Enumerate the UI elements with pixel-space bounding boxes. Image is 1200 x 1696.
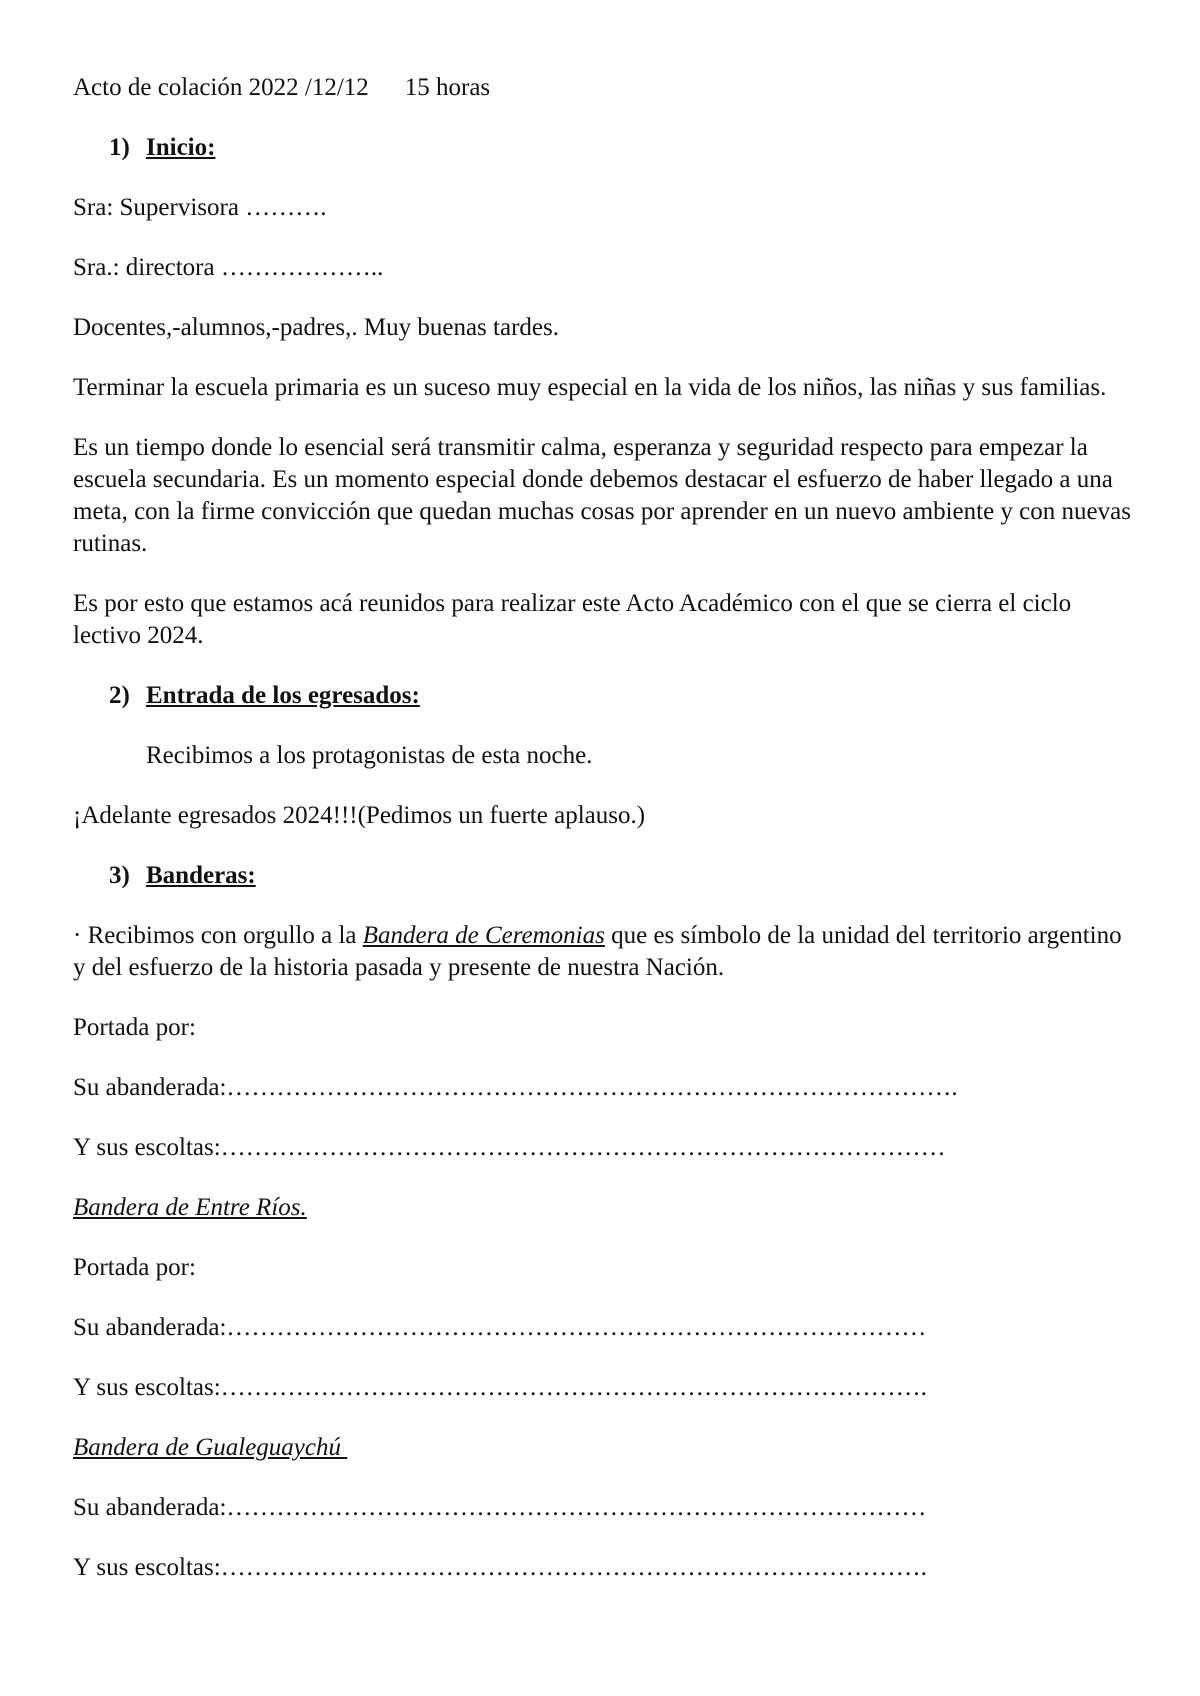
ceremonias-pre: · Recibimos con orgullo a la bbox=[73, 922, 363, 949]
document-page bbox=[73, 72, 1133, 1584]
escoltas-line: Y sus escoltas:…………………………………………………………………………. bbox=[73, 1374, 927, 1401]
directora-line: Sra.: directora ……………….. bbox=[73, 254, 384, 281]
header-line bbox=[73, 72, 1133, 104]
section-number: 2) bbox=[109, 682, 130, 709]
section-label: Entrada de los egresados: bbox=[146, 682, 420, 709]
portada-line: Portada por: bbox=[73, 1254, 196, 1281]
portada-line: Portada por: bbox=[73, 1014, 196, 1041]
flag-gualeguaychu-label: Bandera de Gualeguaychú bbox=[73, 1434, 348, 1461]
section-heading-entrada bbox=[73, 680, 1133, 712]
abanderada-line: Su abanderada:………………………………………………………………………… bbox=[73, 1494, 927, 1521]
flag-entre-rios bbox=[73, 1192, 1133, 1224]
event-time: 15 horas bbox=[404, 74, 491, 101]
ceremonias-post: que es símbolo de la unidad del territorio argentino y del esfuerzo de la historia pasada y presente de nuestra Nación. bbox=[73, 922, 1122, 981]
paragraph-intro: Terminar la escuela primaria es un suceso muy especial en la vida de los niños, las niñas y sus familias. bbox=[73, 374, 1107, 401]
paragraph-closing: Es por esto que estamos acá reunidos para realizar este Acto Académico con el que se cierra el ciclo lectivo 2024. bbox=[73, 590, 1072, 649]
section-label: Banderas: bbox=[146, 862, 256, 889]
flag-gualeguaychu bbox=[73, 1432, 1133, 1464]
ceremonias-paragraph bbox=[73, 920, 1133, 984]
flag-ceremonias: Bandera de Ceremonias bbox=[362, 922, 605, 949]
entrada-line: Recibimos a los protagonistas de esta noche. bbox=[146, 742, 593, 769]
abanderada-line: Su abanderada:………………………………………………………………………… bbox=[73, 1314, 927, 1341]
supervisora-line: Sra: Supervisora ………. bbox=[73, 194, 327, 221]
adelante-line: ¡Adelante egresados 2024!!!(Pedimos un fuerte aplauso.) bbox=[73, 802, 646, 829]
section-number: 3) bbox=[109, 862, 130, 889]
escoltas-line: Y sus escoltas:…………………………………………………………………………. bbox=[73, 1554, 927, 1581]
section-number: 1) bbox=[109, 134, 130, 161]
section-heading-inicio bbox=[73, 132, 1133, 164]
section-heading-banderas bbox=[73, 860, 1133, 892]
abanderada-line: Su abanderada:……………………………………………………………………………. bbox=[73, 1074, 958, 1101]
greeting: Docentes,-alumnos,-padres,. Muy buenas tardes. bbox=[73, 314, 559, 341]
flag-entre-rios-label: Bandera de Entre Ríos. bbox=[73, 1194, 307, 1221]
event-title: Acto de colación 2022 /12/12 bbox=[73, 74, 369, 101]
section-label: Inicio: bbox=[146, 134, 216, 161]
paragraph-transition: Es un tiempo donde lo esencial será transmitir calma, esperanza y seguridad respecto para empezar la escuela secundaria. Es un momento especial donde debemos destacar el esfuerzo de haber llegado a una meta, con la firme convicción que quedan muchas cosas por aprender en un nuevo ambiente y con nuevas rutinas. bbox=[73, 434, 1131, 557]
escoltas-line: Y sus escoltas:…………………………………………………………………………… bbox=[73, 1134, 946, 1161]
